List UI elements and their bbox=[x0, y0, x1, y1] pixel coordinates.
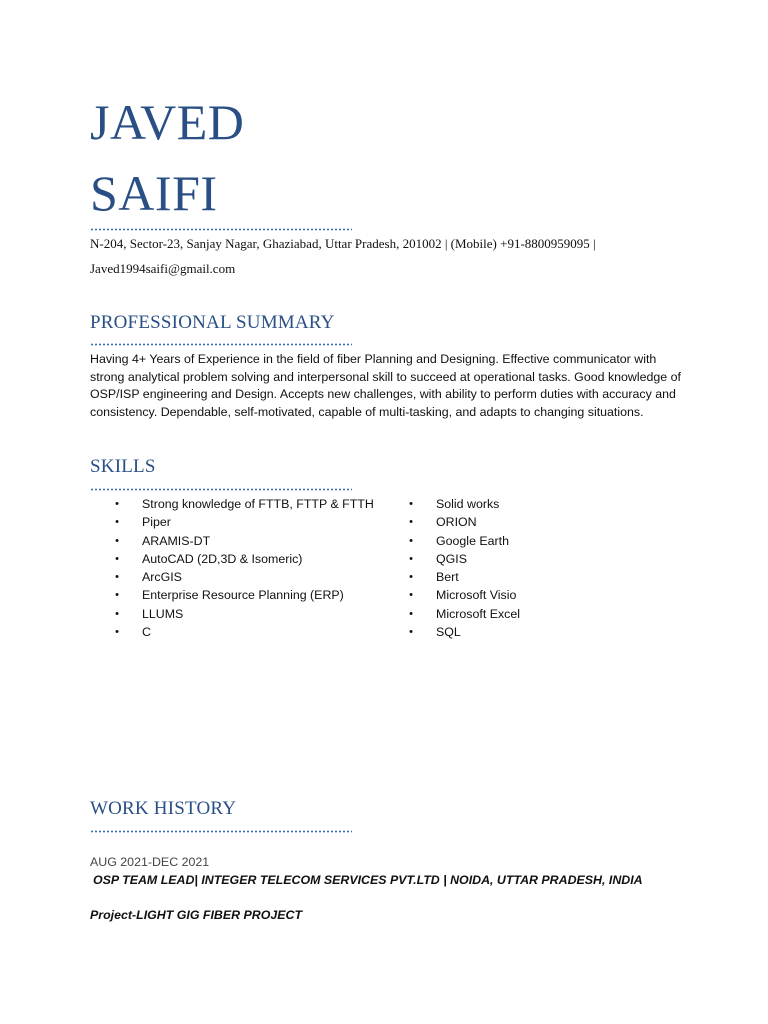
bullet-icon: • bbox=[409, 607, 413, 620]
skill-item: • Solid works bbox=[406, 495, 520, 513]
bullet-icon: • bbox=[409, 552, 413, 565]
skill-item: • Google Earth bbox=[406, 532, 520, 550]
skills-divider bbox=[90, 488, 352, 491]
skill-item: • ARAMIS-DT bbox=[112, 532, 374, 550]
bullet-icon: • bbox=[115, 498, 119, 510]
skill-item: • Enterprise Resource Planning (ERP) bbox=[112, 586, 374, 604]
bullet-icon: • bbox=[115, 516, 119, 529]
skills-title: SKILLS bbox=[90, 456, 156, 477]
skills-list-right bbox=[406, 495, 520, 641]
contact-email: Javed1994saifi@gmail.com bbox=[90, 261, 236, 276]
name-last: SAIFI bbox=[90, 165, 218, 221]
skill-item: • Piper bbox=[112, 513, 374, 531]
skills-list-left bbox=[112, 495, 374, 641]
bullet-icon: • bbox=[115, 589, 119, 602]
bullet-icon: • bbox=[409, 516, 413, 529]
skill-item: • Strong knowledge of FTTB, FTTP & FTTH bbox=[112, 495, 374, 513]
bullet-icon: • bbox=[409, 589, 413, 602]
skill-item: • ArcGIS bbox=[112, 568, 374, 586]
skill-item: • C bbox=[112, 623, 374, 641]
summary-text: Having 4+ Years of Experience in the field of fiber Planning and Designing. Effective communicator with strong analytical problem solving and interpersonal skill to succeed at operational tasks. Good knowledge of OSP/ISP engineering and Design. Accepts new challenges, with ability to perform duties with accuracy and consistency. Dependable, self-motivated, capable of multi-tasking, and adapts to changing situations. bbox=[90, 352, 681, 419]
contact-address: N-204, Sector-23, Sanjay Nagar, Ghaziabad, Uttar Pradesh, 201002 | (Mobile) +91-8800959095 | bbox=[90, 236, 596, 251]
summary-divider bbox=[90, 343, 352, 346]
job-project: Project-LIGHT GIG FIBER PROJECT bbox=[90, 908, 303, 922]
skill-item: • Microsoft Excel bbox=[406, 605, 520, 623]
job-role: OSP TEAM LEAD| INTEGER TELECOM SERVICES PVT.LTD | NOIDA, UTTAR PRADESH, INDIA bbox=[93, 873, 643, 887]
work-history-title: WORK HISTORY bbox=[90, 798, 237, 819]
skill-item: • AutoCAD (2D,3D & Isomeric) bbox=[112, 550, 374, 568]
summary-title: PROFESSIONAL SUMMARY bbox=[90, 312, 335, 333]
work-history-divider bbox=[90, 830, 352, 833]
skill-item: • QGIS bbox=[406, 550, 520, 568]
job-dates: AUG 2021-DEC 2021 bbox=[90, 855, 210, 869]
skill-item: • SQL bbox=[406, 623, 520, 641]
bullet-icon: • bbox=[115, 571, 119, 584]
skill-item: • Microsoft Visio bbox=[406, 586, 520, 604]
bullet-icon: • bbox=[115, 534, 119, 547]
bullet-icon: • bbox=[409, 571, 413, 584]
bullet-icon: • bbox=[409, 498, 413, 510]
bullet-icon: • bbox=[409, 534, 413, 547]
bullet-icon: • bbox=[115, 552, 119, 565]
name-first: JAVED bbox=[90, 94, 245, 150]
skill-item: • Bert bbox=[406, 568, 520, 586]
skill-item: • ORION bbox=[406, 513, 520, 531]
bullet-icon: • bbox=[115, 626, 119, 639]
name-divider bbox=[90, 228, 352, 231]
bullet-icon: • bbox=[409, 626, 413, 639]
bullet-icon: • bbox=[115, 607, 119, 620]
skill-item: • LLUMS bbox=[112, 605, 374, 623]
